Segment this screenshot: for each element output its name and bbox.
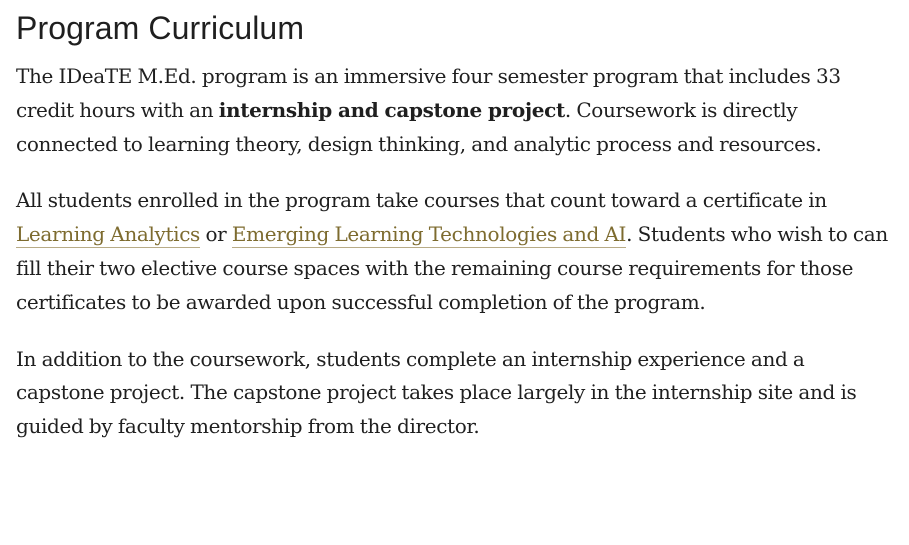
learning-analytics-link[interactable]: Learning Analytics [16, 222, 200, 247]
overview-bold-emphasis: internship and capstone project [218, 97, 565, 122]
certificates-text-end: . Students who wish to can fill their two elective course spaces with the remaining course requirements for those certificates to be awarded upon successful completion of the program. [16, 222, 888, 314]
curriculum-paragraph-internship: In addition to the coursework, students complete an internship experience and a capstone project. The capstone project takes place largely in the internship site and is guided by faculty mentorship from the director. [16, 346, 857, 439]
curriculum-paragraph-certificates [16, 184, 896, 319]
overview-text-end: . Coursework is directly connected to learning theory, design thinking, and analytic process and resources. [16, 97, 822, 156]
section-title: Program Curriculum [16, 10, 305, 46]
certificates-text-between: or [199, 222, 232, 247]
certificates-text-start: All students enrolled in the program take courses that count toward a certificate in [16, 188, 827, 213]
overview-text-start: The IDeaTE M.Ed. program is an immersive four semester program that includes 33 credit hours with an [16, 64, 841, 122]
curriculum-section [16, 0, 896, 444]
curriculum-paragraph-overview [16, 60, 896, 161]
emerging-learning-technologies-link[interactable]: Emerging Learning Technologies and AI [231, 222, 627, 247]
